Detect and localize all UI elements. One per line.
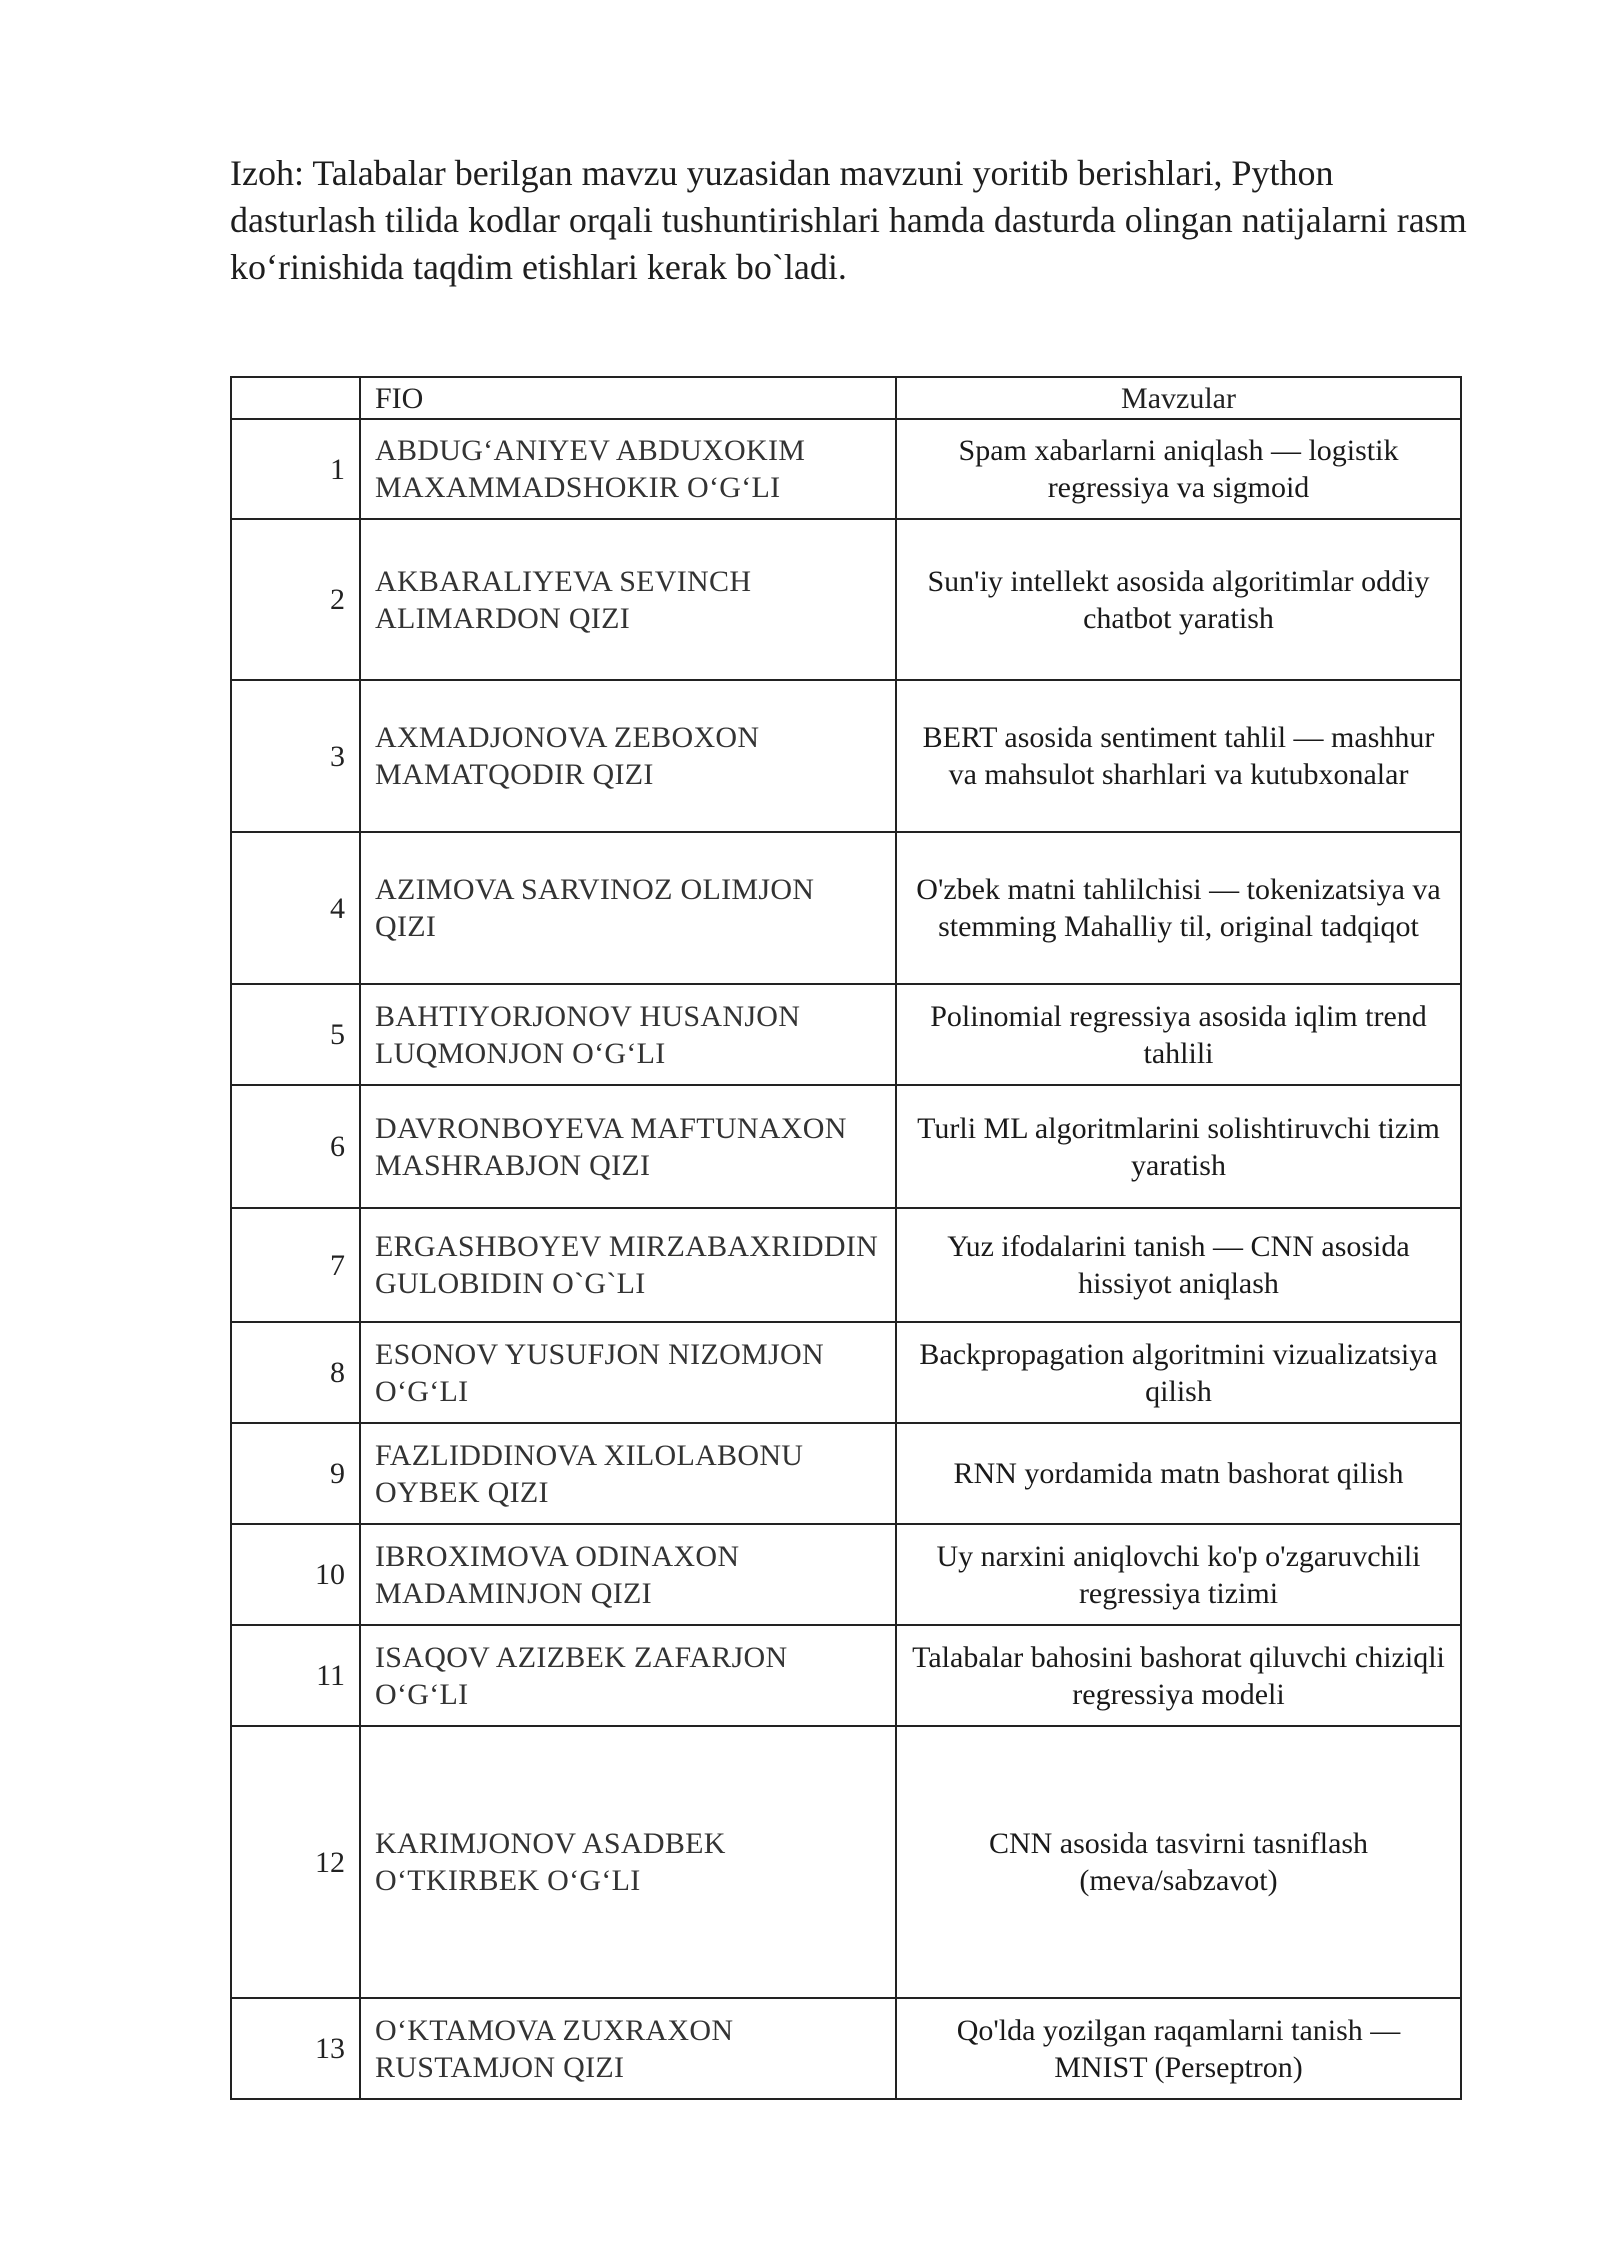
row-number: 13 — [231, 1998, 360, 2099]
table-row — [231, 519, 1461, 680]
table-row — [231, 984, 1461, 1085]
student-name: ERGASHBOYEV MIRZABAXRIDDIN GULOBIDIN O`G`LI — [360, 1208, 896, 1322]
table-row — [231, 1085, 1461, 1208]
topic-title: Sun'iy intellekt asosida algoritimlar oddiy chatbot yaratish — [896, 519, 1461, 680]
student-name: O‘KTAMOVA ZUXRAXON RUSTAMJON QIZI — [360, 1998, 896, 2099]
table-row — [231, 680, 1461, 832]
row-number: 1 — [231, 419, 360, 519]
student-name: ABDUG‘ANIYEV ABDUXOKIM MAXAMMADSHOKIR O‘G‘LI — [360, 419, 896, 519]
row-number: 10 — [231, 1524, 360, 1625]
table-row — [231, 1423, 1461, 1524]
student-name: FAZLIDDINOVA XILOLABONU OYBEK QIZI — [360, 1423, 896, 1524]
topic-title: Backpropagation algoritmini vizualizatsiya qilish — [896, 1322, 1461, 1423]
row-number: 11 — [231, 1625, 360, 1726]
topic-title: O'zbek matni tahlilchisi — tokenizatsiya va stemming Mahalliy til, original tadqiqot — [896, 832, 1461, 984]
topic-title: RNN yordamida matn bashorat qilish — [896, 1423, 1461, 1524]
topic-title: Spam xabarlarni aniqlash — logistik regressiya va sigmoid — [896, 419, 1461, 519]
table-row — [231, 419, 1461, 519]
table-row — [231, 832, 1461, 984]
student-name: ISAQOV AZIZBEK ZAFARJON O‘G‘LI — [360, 1625, 896, 1726]
student-name: AZIMOVA SARVINOZ OLIMJON QIZI — [360, 832, 896, 984]
row-number: 9 — [231, 1423, 360, 1524]
table-row — [231, 1998, 1461, 2099]
topics-table — [230, 376, 1462, 2100]
student-name: IBROXIMOVA ODINAXON MADAMINJON QIZI — [360, 1524, 896, 1625]
table-row — [231, 1726, 1461, 1998]
topic-title: Talabalar bahosini bashorat qiluvchi chiziqli regressiya modeli — [896, 1625, 1461, 1726]
row-number: 12 — [231, 1726, 360, 1998]
note-paragraph: Izoh: Talabalar berilgan mavzu yuzasidan mavzuni yoritib berishlari, Python dasturlash tilida kodlar orqali tushuntirishlari hamda dasturda olingan natijalarni rasm ko‘rinishida taqdim etishlari kerak bo`ladi. — [230, 153, 1467, 287]
table-row — [231, 1208, 1461, 1322]
topic-title: Yuz ifodalarini tanish — CNN asosida hissiyot aniqlash — [896, 1208, 1461, 1322]
topic-title: Uy narxini aniqlovchi ko'p o'zgaruvchili regressiya tizimi — [896, 1524, 1461, 1625]
row-number: 5 — [231, 984, 360, 1085]
topic-title: Polinomial regressiya asosida iqlim trend tahlili — [896, 984, 1461, 1085]
table-row — [231, 1322, 1461, 1423]
table-header-row — [231, 377, 1461, 419]
row-number: 8 — [231, 1322, 360, 1423]
header-num — [231, 377, 360, 419]
row-number: 2 — [231, 519, 360, 680]
row-number: 4 — [231, 832, 360, 984]
header-fio: FIO — [360, 377, 896, 419]
topic-title: Qo'lda yozilgan raqamlarni tanish — MNIST (Perseptron) — [896, 1998, 1461, 2099]
topic-title: BERT asosida sentiment tahlil — mashhur va mahsulot sharhlari va kutubxonalar — [896, 680, 1461, 832]
row-number: 7 — [231, 1208, 360, 1322]
topic-title: CNN asosida tasvirni tasniflash (meva/sabzavot) — [896, 1726, 1461, 1998]
table-row — [231, 1625, 1461, 1726]
topic-title: Turli ML algoritmlarini solishtiruvchi tizim yaratish — [896, 1085, 1461, 1208]
header-topic: Mavzular — [896, 377, 1461, 419]
student-name: AKBARALIYEVA SEVINCH ALIMARDON QIZI — [360, 519, 896, 680]
student-name: ESONOV YUSUFJON NIZOMJON O‘G‘LI — [360, 1322, 896, 1423]
student-name: BAHTIYORJONOV HUSANJON LUQMONJON O‘G‘LI — [360, 984, 896, 1085]
student-name: KARIMJONOV ASADBEK O‘TKIRBEK O‘G‘LI — [360, 1726, 896, 1998]
row-number: 3 — [231, 680, 360, 832]
row-number: 6 — [231, 1085, 360, 1208]
table-row — [231, 1524, 1461, 1625]
student-name: AXMADJONOVA ZEBOXON MAMATQODIR QIZI — [360, 680, 896, 832]
student-name: DAVRONBOYEVA MAFTUNAXON MASHRABJON QIZI — [360, 1085, 896, 1208]
